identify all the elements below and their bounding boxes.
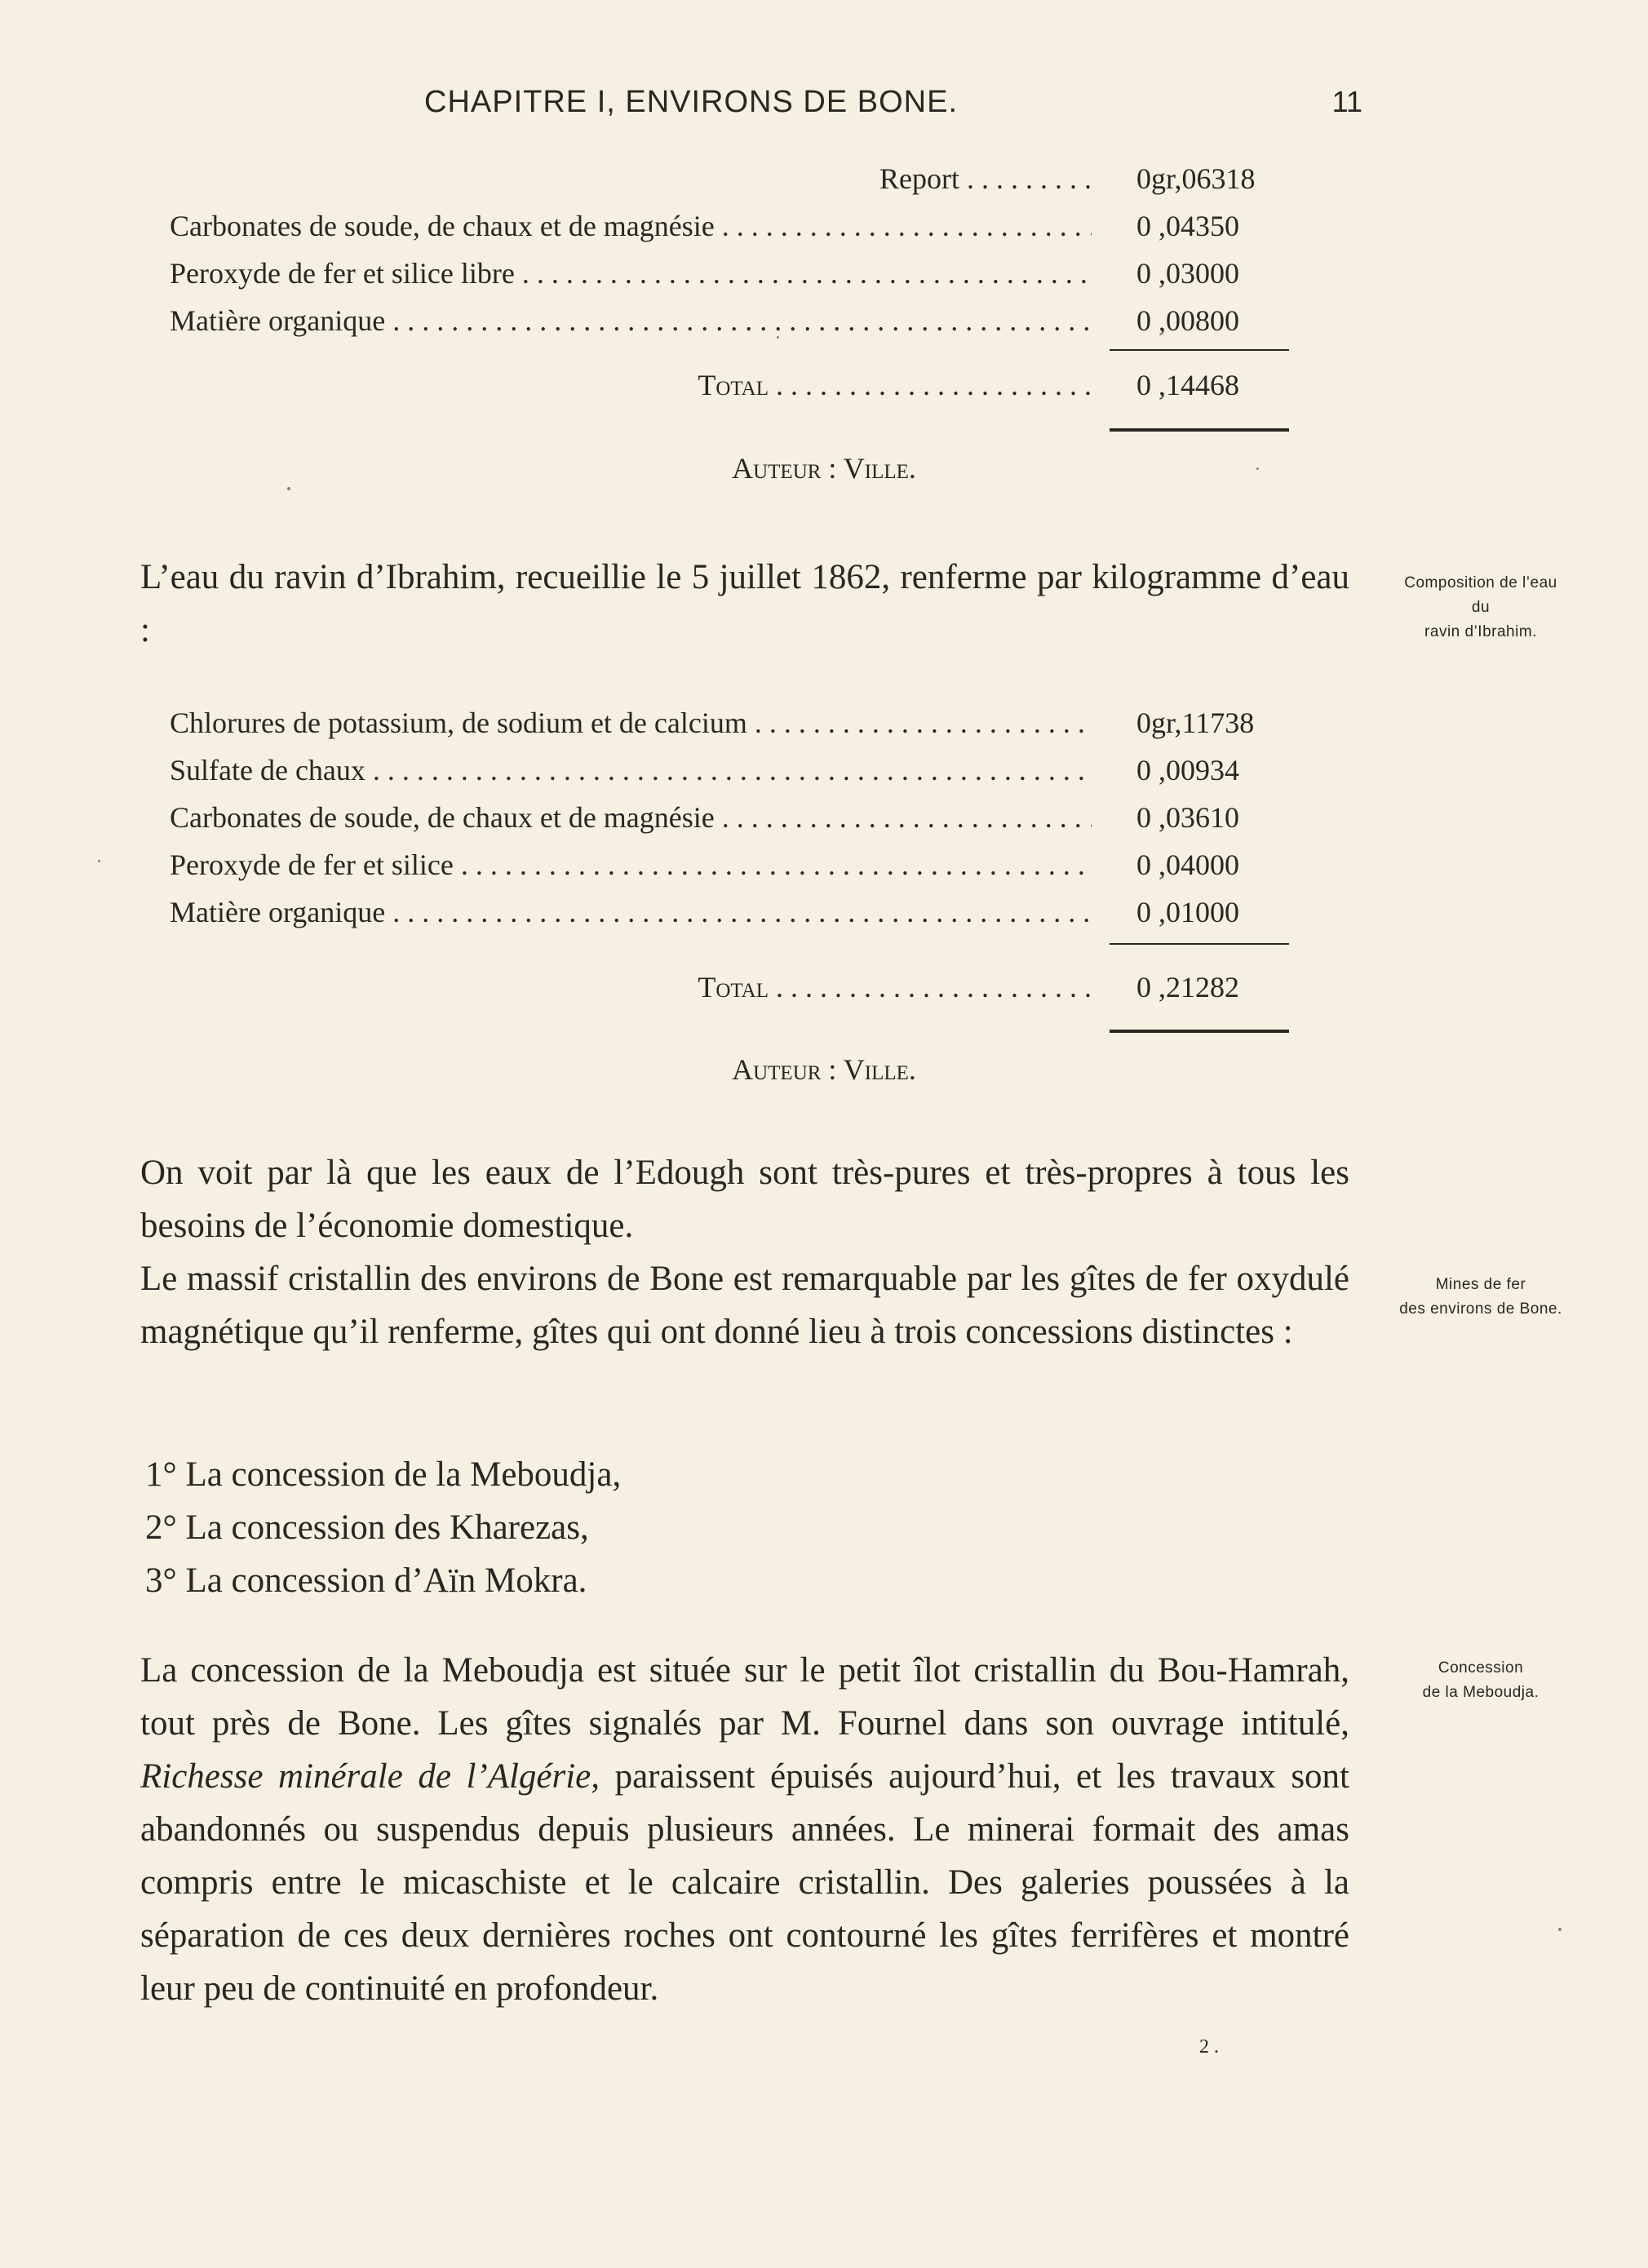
- margin-note-line: ravin d’Ibrahim.: [1424, 623, 1537, 640]
- analysis-table-1: [170, 155, 1279, 344]
- row-value: 0 ,03000: [1136, 257, 1239, 290]
- sum-rule: [1110, 943, 1289, 945]
- table-row: [170, 297, 1279, 344]
- row-label: Carbonates de soude, de chaux et de magnésie . . .: [170, 794, 1092, 841]
- book-title: Richesse minérale de l’Algérie,: [140, 1757, 600, 1796]
- table-row: [170, 888, 1279, 936]
- total-row: [170, 963, 1279, 1011]
- author-text: Auteur : Ville.: [732, 1053, 916, 1086]
- print-speck: [287, 487, 290, 490]
- margin-note-composition: [1379, 571, 1583, 645]
- running-head: [163, 85, 1362, 134]
- paragraph-meboudja: [140, 1644, 1349, 2015]
- row-value: 0 ,04000: [1136, 848, 1239, 881]
- analysis-table-2-total: [170, 963, 1279, 1011]
- row-label: Chlorures de potassium, de sodium et de calcium . . .: [170, 699, 1092, 746]
- total-value: 0 ,14468: [1136, 369, 1239, 401]
- margin-note-line: du: [1471, 599, 1491, 616]
- margin-note-mines: [1379, 1273, 1583, 1322]
- total-row: [170, 361, 1279, 409]
- row-value: 0 ,01000: [1136, 896, 1239, 928]
- print-speck: [777, 336, 779, 339]
- author-credit: [0, 1052, 1648, 1087]
- row-value: 0 ,04350: [1136, 210, 1239, 242]
- paragraph-ravin: [140, 551, 1349, 657]
- row-value: 0 ,00934: [1136, 754, 1239, 786]
- analysis-table-1-total: [170, 361, 1279, 409]
- paragraph-text: Le massif cristallin des environs de Bone est remarquable par les gîtes de fer oxydulé magnétique qu’il renferme, gîtes qui ont donné lieu à trois concessions distinctes :: [140, 1260, 1349, 1351]
- row-label: Matière organique . . .: [170, 888, 1092, 936]
- total-label: Total . . .: [170, 963, 1092, 1011]
- signature-mark: 2 .: [1199, 2036, 1219, 2058]
- row-label: Peroxyde de fer et silice libre . . .: [170, 250, 1092, 297]
- analysis-table-2: [170, 699, 1279, 936]
- table-row: [170, 794, 1279, 841]
- table-row: [170, 155, 1279, 202]
- paragraph-text: L’eau du ravin d’Ibrahim, recueillie le 5 juillet 1862, renferme par kilogramme d’eau :: [140, 558, 1349, 649]
- total-rule: [1110, 1030, 1289, 1033]
- page-number: 11: [1331, 85, 1362, 118]
- row-value: 0 ,03610: [1136, 801, 1239, 834]
- row-label: Carbonates de soude, de chaux et de magnésie . . .: [170, 202, 1092, 250]
- total-value: 0 ,21282: [1136, 971, 1239, 1003]
- table-row: [170, 250, 1279, 297]
- paragraph-text: [140, 1644, 1349, 2015]
- paragraph-text: On voit par là que les eaux de l’Edough sont très-pures et très-propres à tous les besoins de l’économie domestique.: [140, 1154, 1349, 1245]
- margin-note-meboudja: [1379, 1656, 1583, 1705]
- table-row: [170, 202, 1279, 250]
- concession-list: [145, 1448, 621, 1607]
- table-row: [170, 699, 1279, 746]
- row-label: Sulfate de chaux . . .: [170, 746, 1092, 794]
- row-value: 0 ,00800: [1136, 304, 1239, 337]
- total-label: Total . . .: [170, 361, 1092, 409]
- table-row: [170, 841, 1279, 888]
- list-item: 3° La concession d’Aïn Mokra.: [145, 1561, 587, 1600]
- author-credit: [0, 451, 1648, 485]
- row-value: 0gr,06318: [1136, 162, 1256, 195]
- paragraph-text-part: paraissent épuisés aujourd’hui, et les travaux sont abandonnés ou suspendus depuis plusieurs années. Le minerai formait des amas compris entre le micaschiste et le calcaire cristallin. Des galeries poussées à la séparation de ces deux dernières roches ont contourné les gîtes ferrifères et montré leur peu de continuité en profondeur.: [140, 1757, 1349, 2008]
- row-value: 0gr,11738: [1136, 707, 1255, 739]
- print-speck: [98, 860, 100, 862]
- sum-rule: [1110, 349, 1289, 351]
- margin-note-line: des environs de Bone.: [1399, 1300, 1562, 1318]
- margin-note-line: Composition de l’eau: [1404, 574, 1557, 591]
- paragraph-text-part: La concession de la Meboudja est située sur le petit îlot cristallin du Bou-Hamrah, tout près de Bone. Les gîtes signalés par M. Fournel dans son ouvrage intitulé,: [140, 1651, 1349, 1743]
- row-label: Matière organique . . .: [170, 297, 1092, 344]
- running-title: CHAPITRE I, ENVIRONS DE BONE.: [424, 85, 958, 119]
- table-row: [170, 746, 1279, 794]
- print-speck: [1558, 1928, 1562, 1931]
- author-text: Auteur : Ville.: [732, 452, 916, 485]
- margin-note-line: Concession: [1438, 1659, 1524, 1677]
- list-item: 1° La concession de la Meboudja,: [145, 1455, 622, 1494]
- print-speck: [1256, 467, 1259, 470]
- paragraph-edough: [140, 1146, 1349, 1358]
- row-label: Report . . .: [170, 155, 1092, 202]
- total-rule: [1110, 428, 1289, 432]
- margin-note-line: Mines de fer: [1435, 1276, 1526, 1293]
- list-item: 2° La concession des Kharezas,: [145, 1508, 589, 1547]
- margin-note-line: de la Meboudja.: [1422, 1684, 1539, 1701]
- row-label: Peroxyde de fer et silice . . .: [170, 841, 1092, 888]
